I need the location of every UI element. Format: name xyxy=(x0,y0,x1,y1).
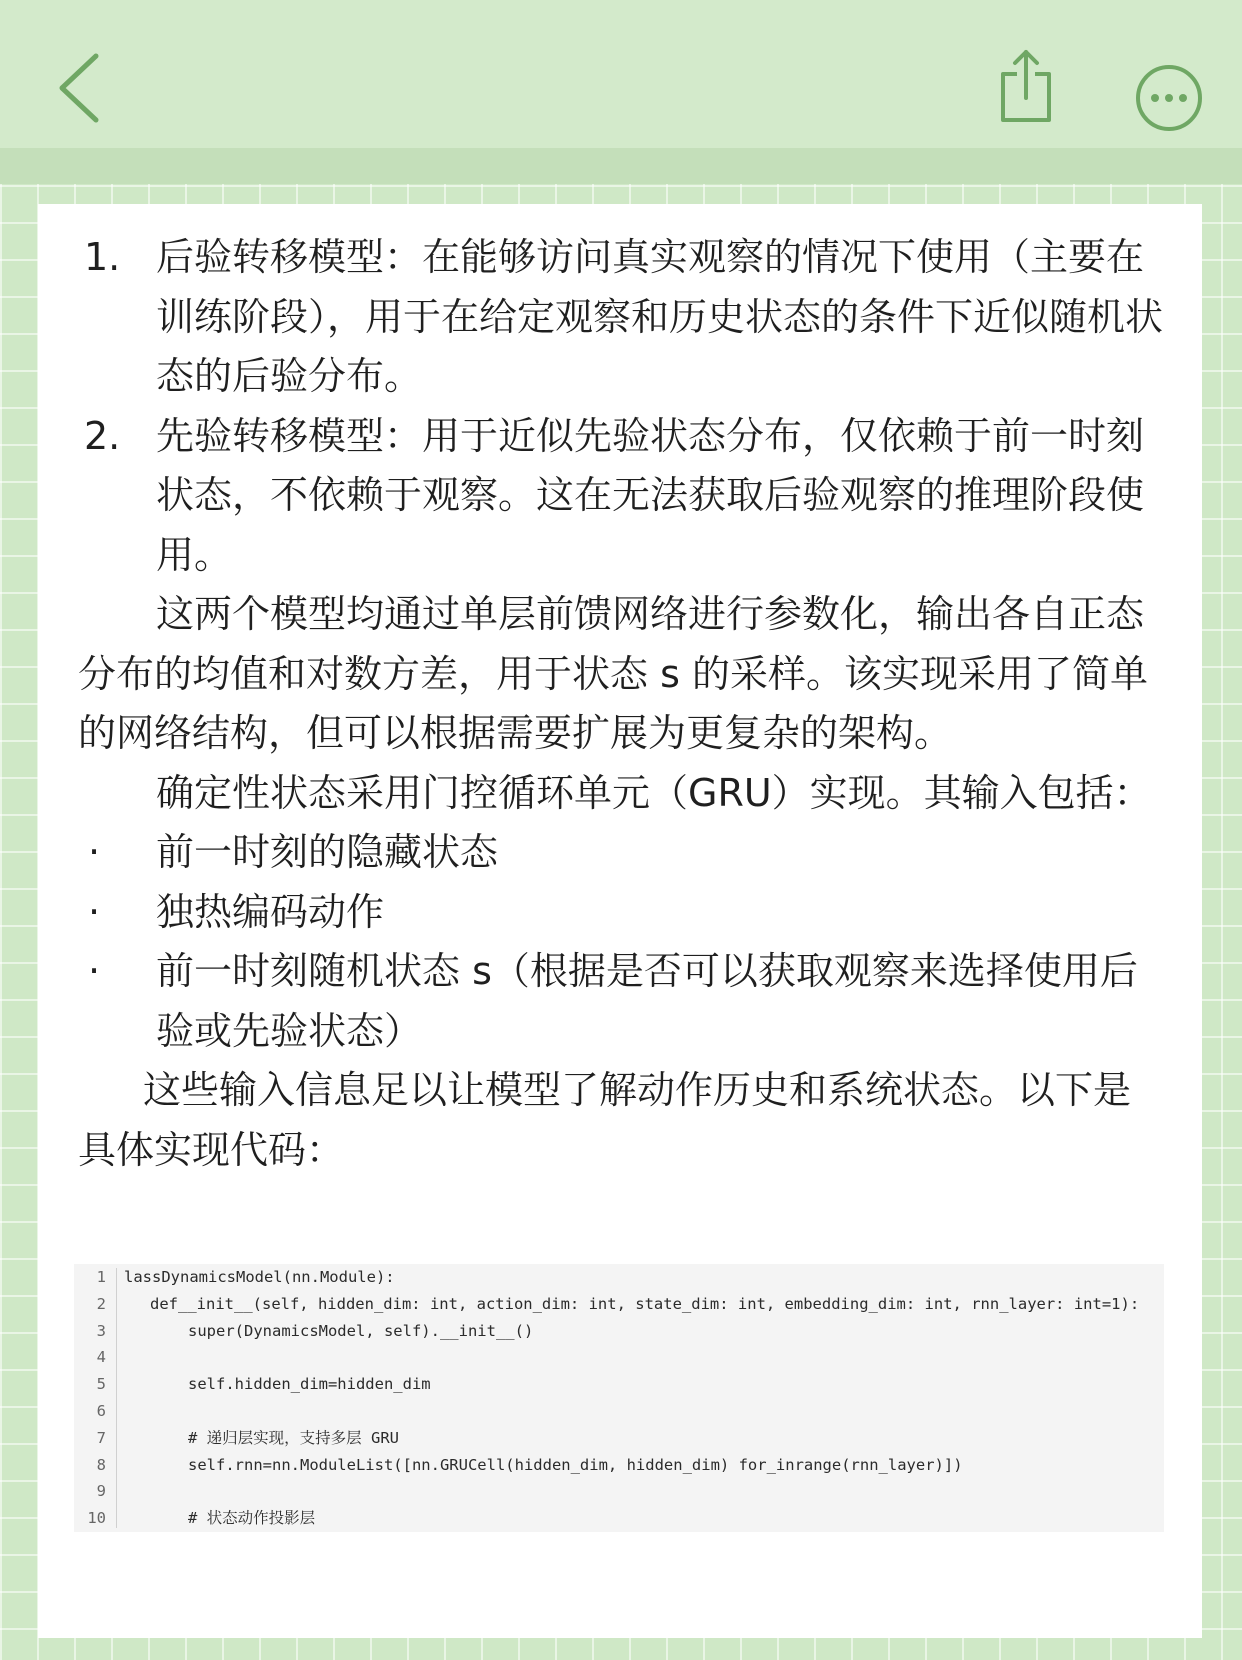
code-text: self.rnn=nn.ModuleList([nn.GRUCell(hidden_dim, hidden_dim) for_inrange(rnn_layer)]) xyxy=(188,1455,963,1474)
code-text: lassDynamicsModel(nn.Module): xyxy=(124,1268,395,1286)
line-number: 4 xyxy=(96,1348,106,1367)
list-number: 1. xyxy=(84,235,121,279)
bullet-marker: · xyxy=(88,830,101,874)
bullet-marker: · xyxy=(88,889,101,934)
bullet-item xyxy=(78,883,1168,943)
code-line xyxy=(74,1371,1164,1398)
line-number: 5 xyxy=(96,1375,106,1394)
code-line xyxy=(74,1452,1164,1479)
bullet-text: 独热编码动作 xyxy=(156,889,385,934)
list-item-text: 后验转移模型：在能够访问真实观察的情况下使用（主要在训练阶段），用于在给定观察和历史状态的条件下近似随机状态的后验分布。 xyxy=(156,235,1164,398)
code-text: self.hidden_dim=hidden_dim xyxy=(188,1375,431,1394)
line-number: 6 xyxy=(96,1401,106,1420)
paragraph: 这两个模型均通过单层前馈网络进行参数化，输出各自正态分布的均值和对数方差，用于状态 s 的采样。该实现采用了简单的网络结构，但可以根据需要扩展为更复杂的架构。 xyxy=(78,592,1148,755)
line-number: 9 xyxy=(96,1482,106,1501)
article-body xyxy=(78,228,1168,1180)
code-text: super(DynamicsModel, self).__init__() xyxy=(188,1321,534,1340)
code-line xyxy=(74,1478,1164,1505)
code-line xyxy=(74,1291,1164,1318)
code-comment: # 递归层实现，支持多层 GRU xyxy=(188,1428,399,1447)
line-number: 8 xyxy=(96,1455,106,1474)
list-item xyxy=(78,407,1168,586)
code-line xyxy=(74,1318,1164,1345)
paragraph: 这些输入信息足以让模型了解动作历史和系统状态。以下是具体实现代码： xyxy=(78,1068,1132,1172)
paragraph: 确定性状态采用门控循环单元（GRU）实现。其输入包括： xyxy=(156,770,1152,815)
more-icon[interactable] xyxy=(1133,62,1205,134)
code-comment: # 状态动作投影层 xyxy=(188,1509,316,1528)
code-line xyxy=(74,1505,1164,1532)
line-number: 2 xyxy=(96,1294,106,1313)
code-line xyxy=(74,1264,1164,1291)
line-number: 10 xyxy=(87,1509,106,1528)
toolbar-shadow-band xyxy=(0,148,1242,184)
bullet-text: 前一时刻的隐藏状态 xyxy=(156,830,499,874)
list-number: 2. xyxy=(84,413,121,458)
code-block xyxy=(74,1264,1164,1532)
code-line xyxy=(74,1425,1164,1452)
chevron-left-icon[interactable] xyxy=(52,48,112,138)
bullet-item xyxy=(78,942,1168,1061)
line-number: 1 xyxy=(96,1268,106,1286)
list-item-text: 先验转移模型：用于近似先验状态分布，仅依赖于前一时刻状态，不依赖于观察。这在无法获取后验观察的推理阶段使用。 xyxy=(156,413,1145,577)
code-line xyxy=(74,1398,1164,1425)
article-card xyxy=(38,204,1202,1638)
share-icon[interactable] xyxy=(995,48,1057,132)
list-item xyxy=(78,228,1168,407)
bullet-text: 前一时刻随机状态 s（根据是否可以获取观察来选择使用后验或先验状态） xyxy=(156,949,1138,1053)
bullet-marker: · xyxy=(88,949,101,993)
line-number: 7 xyxy=(96,1428,106,1447)
bullet-item xyxy=(78,823,1168,883)
code-text: def__init__(self, hidden_dim: int, action_dim: int, state_dim: int, embedding_dim: int, rnn_layer: int=1): xyxy=(150,1294,1140,1313)
code-line xyxy=(74,1344,1164,1371)
top-toolbar xyxy=(0,0,1242,148)
line-number: 3 xyxy=(96,1321,106,1340)
